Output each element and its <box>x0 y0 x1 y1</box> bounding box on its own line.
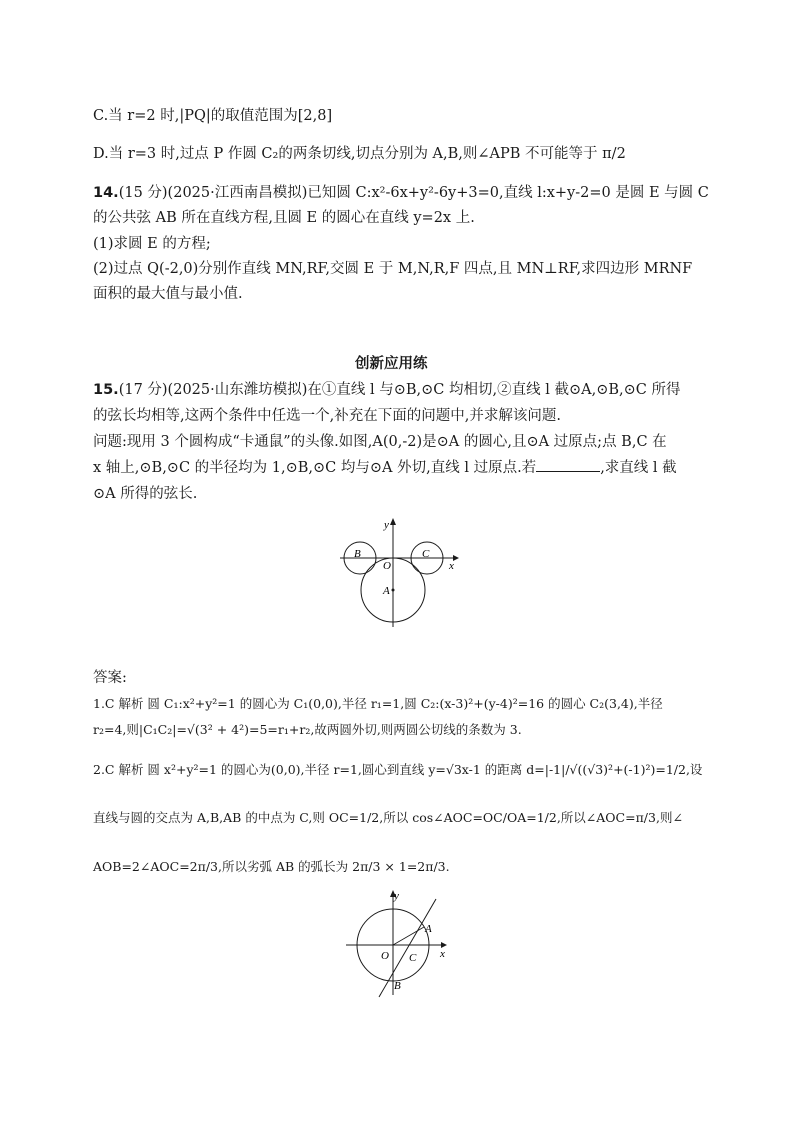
q14-part-2b: 面积的最大值与最小值. <box>93 286 243 302</box>
label-x: x <box>440 948 445 960</box>
q15-text-1: (17 分)(2025·山东潍坊模拟)在①直线 l 与⊙B,⊙C 均相切,②直线 l 截⊙A,⊙B,⊙C 所得 <box>118 382 681 398</box>
q14-number: 14. <box>93 185 119 201</box>
line-y-sqrt3x-minus-1 <box>379 899 436 997</box>
q15-line-2: 的弦长均相等,这两个条件中任选一个,补充在下面的问题中,并求解该问题. <box>93 408 561 424</box>
q15-line-1 <box>93 378 680 399</box>
q14-text-1: (15 分)(2025·江西南昌模拟)已知圆 C:x²-6x+y²-6y+3=0,直线 l:x+y-2=0 是圆 E 与圆 C <box>118 185 709 201</box>
answer-2-line-2: 直线与圆的交点为 A,B,AB 的中点为 C,则 OC=1/2,所以 cos∠AOC=OC/OA=1/2,所以∠AOC=π/3,则∠ <box>93 810 683 825</box>
answer-1-line-1: 1.C 解析 圆 C₁:x²+y²=1 的圆心为 C₁(0,0),半径 r₁=1,圆 C₂:(x-3)²+(y-4)²=16 的圆心 C₂(3,4),半径 <box>93 696 663 711</box>
q14-part-2a: (2)过点 Q(-2,0)分别作直线 MN,RF,交圆 E 于 M,N,R,F 四点,且 MN⊥RF,求四边形 MRNF <box>93 261 693 277</box>
q15-number: 15. <box>93 382 119 398</box>
label-b: B <box>394 980 401 992</box>
q14-line-2: 的公共弦 AB 所在直线方程,且圆 E 的圆心在直线 y=2x 上. <box>93 210 475 226</box>
answer-blank <box>536 459 600 472</box>
q13-option-c: C.当 r=2 时,|PQ|的取值范围为[2,8] <box>93 108 333 124</box>
answer-1-line-2: r₂=4,则|C₁C₂|=√(3² + 4²)=5=r₁+r₂,故两圆外切,则两圆公切线的条数为 3. <box>93 722 522 737</box>
label-c: C <box>409 952 417 964</box>
q15-line-5: ⊙A 所得的弦长. <box>93 486 198 502</box>
label-a: A <box>383 585 390 597</box>
figure-cartoon-mouse <box>335 515 465 635</box>
answer-2-line-3: AOB=2∠AOC=2π/3,所以劣弧 AB 的弧长为 2π/3 × 1=2π/3. <box>93 859 450 874</box>
section-title: 创新应用练 <box>355 356 428 372</box>
label-x: x <box>449 560 454 572</box>
q13-option-d: D.当 r=3 时,过点 P 作圆 C₂的两条切线,切点分别为 A,B,则∠APB 不可能等于 π/2 <box>93 146 626 162</box>
center-a-dot <box>392 589 395 592</box>
q15-line-3: 问题:现用 3 个圆构成“卡通鼠”的头像.如图,A(0,-2)是⊙A 的圆心,且⊙A 过原点;点 B,C 在 <box>93 434 667 450</box>
y-axis-arrow <box>390 518 396 525</box>
label-y: y <box>394 890 399 902</box>
q14-part-1: (1)求圆 E 的方程; <box>93 236 211 252</box>
answer-2-line-1: 2.C 解析 圆 x²+y²=1 的圆心为(0,0),半径 r=1,圆心到直线 y=√3x-1 的距离 d=|-1|/√((√3)²+(-1)²)=1/2,设 <box>93 762 703 777</box>
q15-text-4a: x 轴上,⊙B,⊙C 的半径均为 1,⊙B,⊙C 均与⊙A 外切,直线 l 过原点.若 <box>93 460 537 476</box>
label-a: A <box>425 923 432 935</box>
label-b: B <box>354 548 361 560</box>
answers-heading: 答案: <box>93 670 127 686</box>
label-y: y <box>384 519 389 531</box>
q14-line-1 <box>93 181 709 202</box>
segment-oa <box>393 927 424 945</box>
q15-text-4b: ,求直线 l 截 <box>600 460 677 476</box>
figure-unit-circle-line <box>343 887 455 999</box>
label-o: O <box>383 560 391 572</box>
label-o: O <box>381 950 389 962</box>
x-axis-arrow <box>453 555 459 561</box>
q15-line-4 <box>93 456 677 477</box>
label-c: C <box>422 548 430 560</box>
